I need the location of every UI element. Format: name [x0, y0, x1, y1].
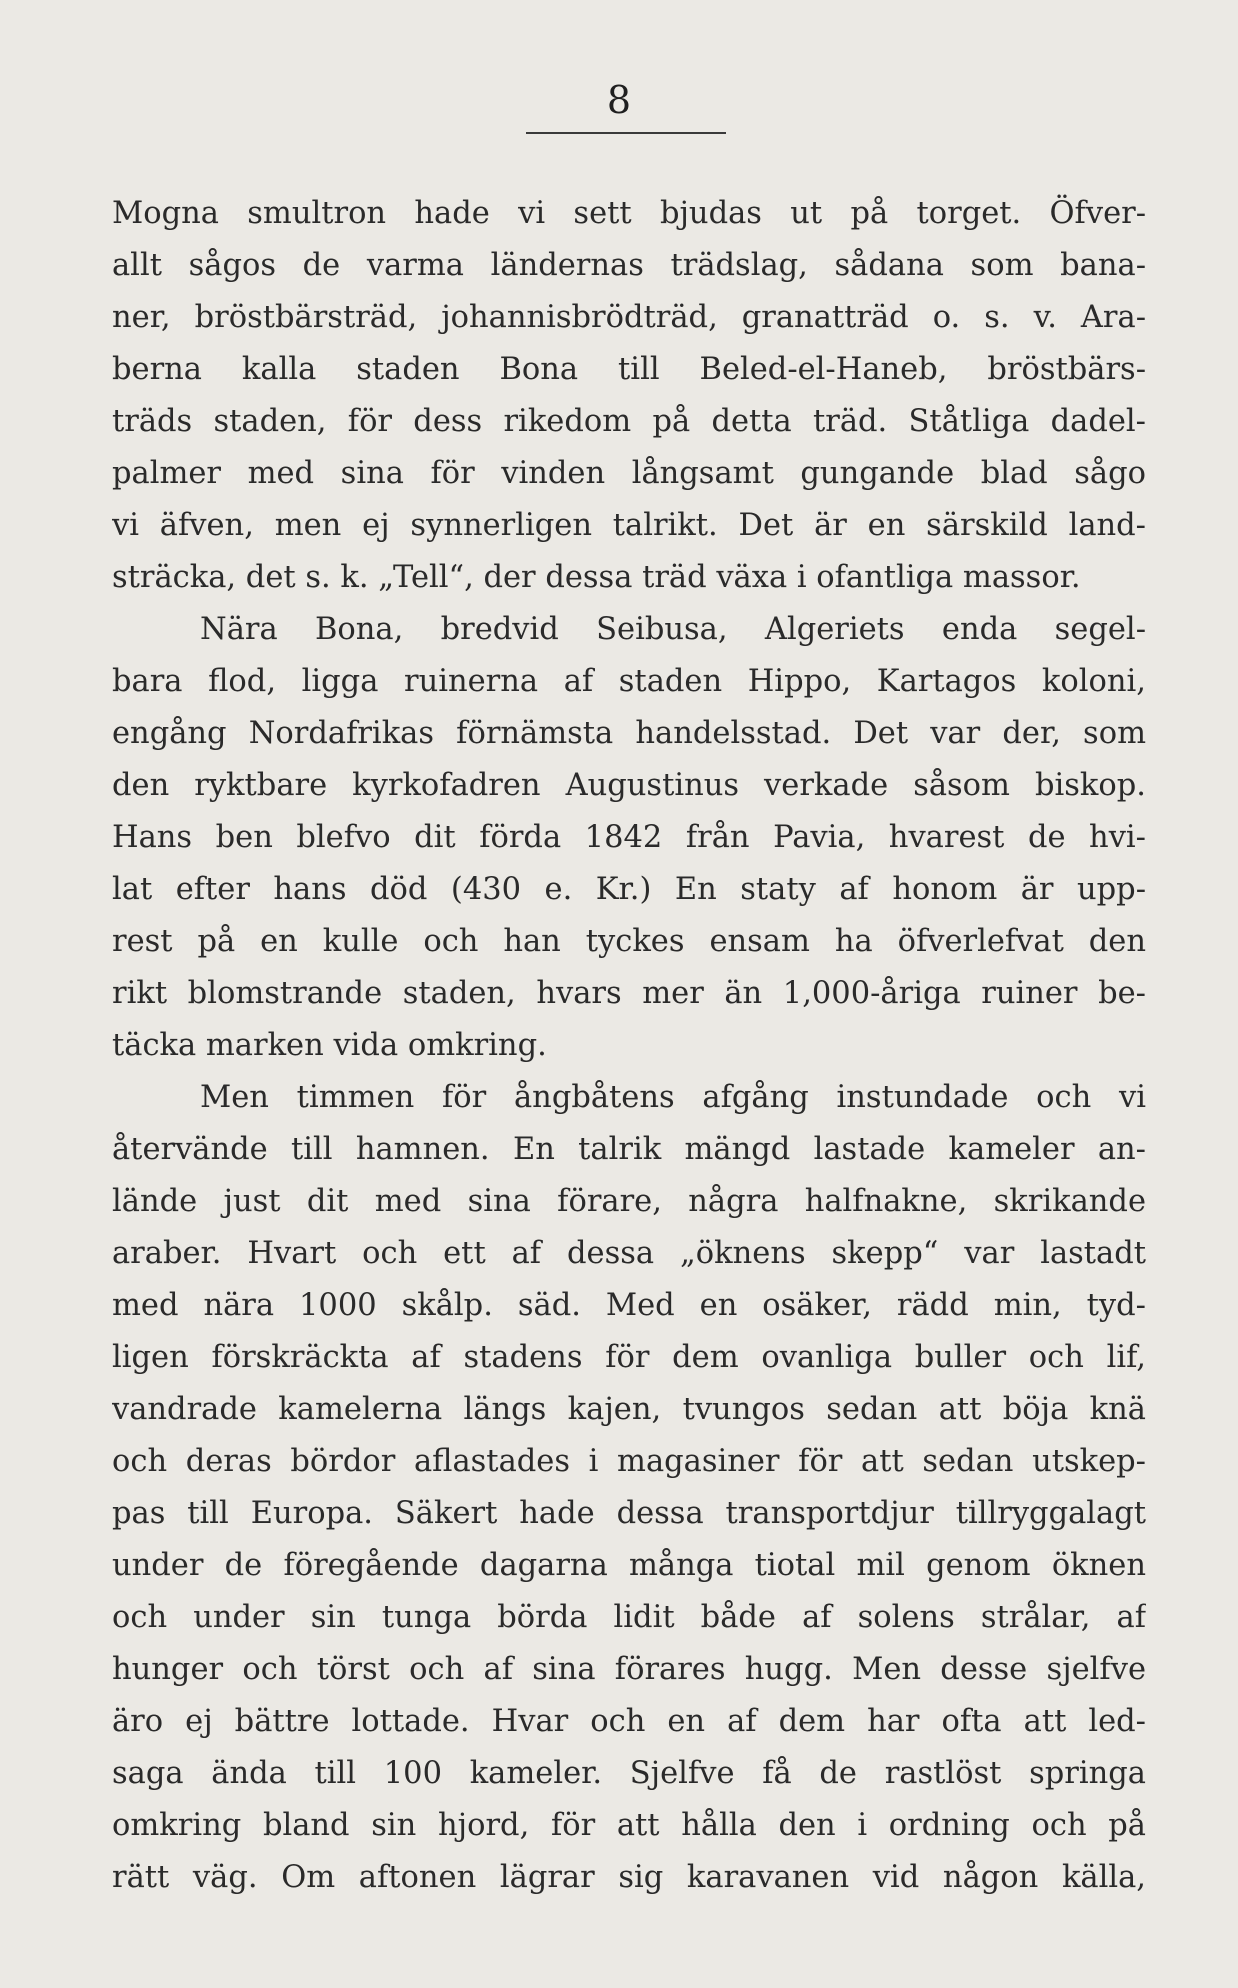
- text-line: Nära Bona, bredvid Seibusa, Algeriets enda segel-: [200, 612, 1146, 647]
- text-line: ligen förskräckta af stadens för dem ovanliga buller och lif,: [112, 1340, 1146, 1375]
- text-line: med nära 1000 skålp. säd. Med en osäker, rädd min, tyd-: [112, 1288, 1146, 1323]
- text-line: palmer med sina för vinden långsamt gungande blad sågo: [112, 456, 1146, 491]
- text-line: lände just dit med sina förare, några halfnakne, skrikande: [112, 1184, 1146, 1219]
- text-line: vi äfven, men ej synnerligen talrikt. Det är en särskild land-: [112, 508, 1146, 543]
- text-line: engång Nordafrikas förnämsta handelsstad. Det var der, som: [112, 716, 1146, 751]
- text-line: rätt väg. Om aftonen lägrar sig karavanen vid någon källa,: [112, 1860, 1146, 1895]
- text-line: Hans ben blefvo dit förda 1842 från Pavia, hvarest de hvi-: [112, 820, 1146, 855]
- text-line: rikt blomstrande staden, hvars mer än 1,000-åriga ruiner be-: [112, 976, 1146, 1011]
- text-line: hunger och törst och af sina förares hugg. Men desse sjelfve: [112, 1652, 1146, 1687]
- text-line: vandrade kamelerna längs kajen, tvungos sedan att böja knä: [112, 1392, 1146, 1427]
- text-line: under de föregående dagarna många tiotal mil genom öknen: [112, 1548, 1146, 1583]
- text-line: Men timmen för ångbåtens afgång instundade och vi: [200, 1080, 1146, 1115]
- text-line: ner, bröstbärsträd, johannisbrödträd, granatträd o. s. v. Ara-: [112, 300, 1146, 335]
- page-number: 8: [606, 78, 632, 122]
- header-rule: [526, 132, 726, 134]
- text-line: och deras bördor aflastades i magasiner för att sedan utskep-: [112, 1444, 1146, 1479]
- text-line: träds staden, för dess rikedom på detta träd. Ståtliga dadel-: [112, 404, 1146, 439]
- text-line: allt sågos de varma ländernas trädslag, sådana som bana-: [112, 248, 1146, 283]
- text-line: den ryktbare kyrkofadren Augustinus verkade såsom biskop.: [112, 768, 1146, 803]
- text-line: och under sin tunga börda lidit både af solens strålar, af: [112, 1600, 1146, 1635]
- text-line: berna kalla staden Bona till Beled-el-Haneb, bröstbärs-: [112, 352, 1146, 387]
- text-line: araber. Hvart och ett af dessa „öknens skepp“ var lastadt: [112, 1236, 1146, 1271]
- text-line: saga ända till 100 kameler. Sjelfve få de rastlöst springa: [112, 1756, 1146, 1791]
- text-line: Mogna smultron hade vi sett bjudas ut på torget. Öfver-: [112, 196, 1146, 231]
- text-line: omkring bland sin hjord, för att hålla den i ordning och på: [112, 1808, 1146, 1843]
- text-line: rest på en kulle och han tyckes ensam ha öfverlefvat den: [112, 924, 1146, 959]
- text-line: bara flod, ligga ruinerna af staden Hippo, Kartagos koloni,: [112, 664, 1146, 699]
- text-line: äro ej bättre lottade. Hvar och en af dem har ofta att led-: [112, 1704, 1146, 1739]
- text-line: pas till Europa. Säkert hade dessa transportdjur tillryggalagt: [112, 1496, 1146, 1531]
- text-line: täcka marken vida omkring.: [112, 1028, 547, 1063]
- text-line: lat efter hans död (430 e. Kr.) En staty af honom är upp-: [112, 872, 1146, 907]
- text-line: sträcka, det s. k. „Tell“, der dessa träd växa i ofantliga massor.: [112, 560, 1081, 595]
- body-text: [112, 188, 1146, 1904]
- text-line: återvände till hamnen. En talrik mängd lastade kameler an-: [112, 1132, 1146, 1167]
